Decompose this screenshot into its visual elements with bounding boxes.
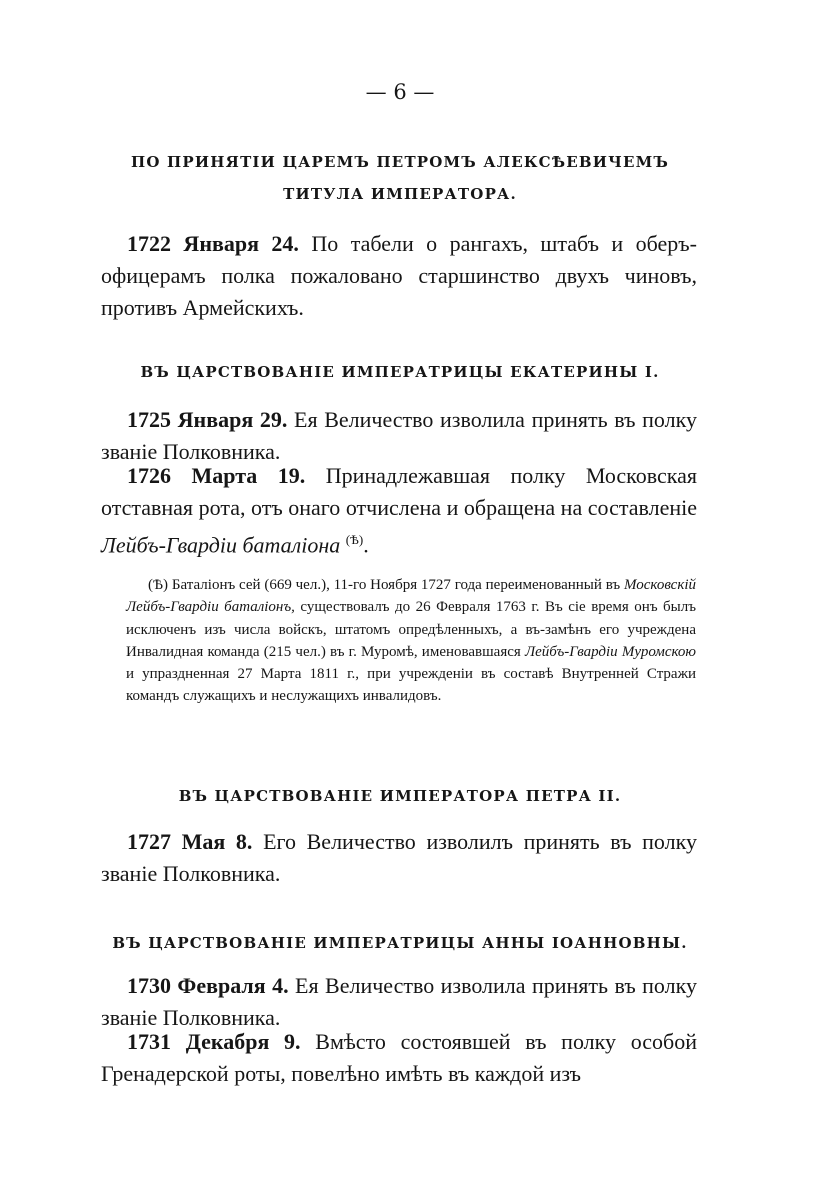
footnote [126, 574, 696, 708]
entry-date: 1725 Января 29. [127, 407, 288, 432]
entry-text: Вмѣсто состоявшей въ полку особой Гренадерской роты, повелѣно имѣть въ каждой изъ [101, 1029, 698, 1086]
page-number: — 6 — [365, 80, 435, 104]
entry-1725 [101, 404, 697, 468]
entry-1727 [101, 826, 697, 890]
section-heading-catherine-i: ВЪ ЦАРСТВОВАНІЕ ИМПЕРАТРИЦЫ ЕКАТЕРИНЫ I. [140, 363, 660, 381]
entry-date: 1727 Мая 8. [127, 829, 253, 854]
entry-1726 [101, 460, 697, 561]
heading-line: ПО ПРИНЯТІИ ЦАРЕМЪ ПЕТРОМЪ АЛЕКСѢЕВИЧЕМЪ [131, 153, 669, 171]
footnote-text: существовалъ до 26 Февраля 1763 г. Въ сіе время онъ былъ исключенъ изъ числа войскъ, штатомъ опредѣленныхъ, а въ-замѣнъ его учреждена Инвалидная команда (215 чел.) въ г. Муромѣ, именовавшаяся [126, 599, 697, 660]
entry-text: Его Величество изволилъ принять въ полку званіе Полковника. [101, 829, 697, 886]
entry-text: Ея Величество изволила принять въ полку званіе Полковника. [101, 973, 697, 1030]
section-heading-peter-ii: ВЪ ЦАРСТВОВАНІЕ ИМПЕРАТОРА ПЕТРА II. [178, 787, 622, 805]
footnote-italic-text: Лейбъ-Гвардіи Муромскою [524, 643, 696, 660]
footnote-text: и упраздненная 27 Марта 1811 г., при учрежденіи въ составѣ Внутренней Стражи командъ служащихъ и неслужащихъ инвалидовъ. [126, 666, 696, 705]
footnote-italic-text: Московскій Лейбъ-Гвардіи баталіонъ, [126, 577, 697, 616]
footnote-mark: (Ѣ) [148, 577, 169, 593]
entry-1731 [101, 1026, 697, 1090]
entry-end: . [363, 532, 369, 558]
section-heading-anna: ВЪ ЦАРСТВОВАНІЕ ИМПЕРАТРИЦЫ АННЫ ІОАННОВНЫ. [112, 934, 688, 952]
entry-date: 1722 Января 24. [127, 231, 299, 256]
footnote-text: Баталіонъ сей (669 чел.), 11-го Ноября 1727 года переименованный въ [171, 577, 621, 593]
entry-text: По табели о рангахъ, штабъ и оберъ-офицерамъ полка пожаловано старшинство двухъ чиновъ, противъ Армейскихъ. [101, 231, 697, 320]
entry-date: 1726 Марта 19. [127, 463, 306, 488]
entry-italic-text: Лейбъ-Гвардіи баталіона [101, 532, 341, 558]
footnote-reference: (Ѣ) [345, 532, 364, 547]
entry-1722 [101, 228, 697, 324]
entry-date: 1731 Декабря 9. [127, 1029, 301, 1054]
heading-line: ТИТУЛА ИМПЕРАТОРА. [283, 185, 517, 203]
entry-date: 1730 Февраля 4. [127, 973, 289, 998]
section-heading-peter-i [100, 146, 700, 210]
entry-text: Ея Величество изволила принять въ полку званіе Полковника. [101, 407, 697, 464]
entry-text: Принадлежавшая полку Московская отставная рота, отъ онаго отчислена и обращена на составленіе [101, 463, 698, 520]
entry-1730 [101, 970, 697, 1034]
